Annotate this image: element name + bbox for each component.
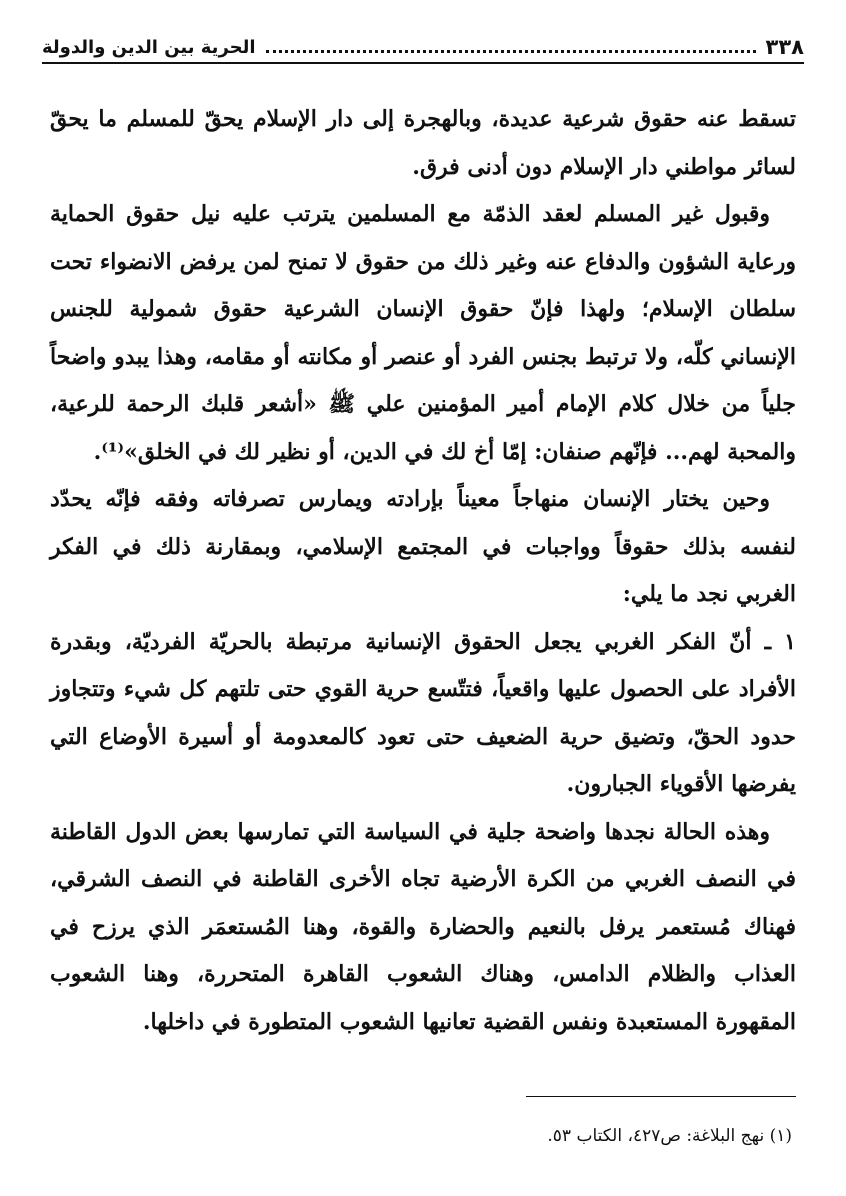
paragraph-3: وحين يختار الإنسان منهاجاً معيناً بإرادته ويمارس تصرفاته وفقه فإنّه يحدّد لنفسه بذلك حقوقاً وواجبات في المجتمع الإسلامي، وبمقارنة ذلك في الفكر الغربي نجد ما يلي: <box>50 486 796 607</box>
footnote: (١) نهج البلاغة: ص٤٢٧، الكتاب ٥٣. <box>547 1126 792 1146</box>
paragraph-4-numbered-point: ١ ـ أنّ الفكر الغربي يجعل الحقوق الإنسانية مرتبطة بالحريّة الفرديّة، وبقدرة الأفراد على الحصول عليها واقعياً، فتتّسع حرية القوي حتى تلتهم كل شيء وتتجاوز حدود الحقّ، وتضيق حرية الضعيف حتى تعود كالمعدومة أو أسيرة الأوضاع التي يفرضها الأقوياء الجبارون. <box>50 628 796 797</box>
page-header <box>42 28 804 64</box>
page-number: ٣٣٨ <box>765 35 804 59</box>
running-title: الحرية بين الدين والدولة <box>42 37 256 58</box>
paragraph-1: تسقط عنه حقوق شرعية عديدة، وبالهجرة إلى دار الإسلام يحقّ للمسلم ما يحقّ لسائر مواطني دار الإسلام دون أدنى فرق. <box>50 106 796 180</box>
paragraph-2: وقبول غير المسلم لعقد الذمّة مع المسلمين يترتب عليه نيل حقوق الحماية ورعاية الشؤون والدفاع عنه وغير ذلك من حقوق لا تمنح لمن يرفض الانضواء تحت سلطان الإسلام؛ ولهذا فإنّ حقوق الإنسان الشرعية حقوق شمولية للجنس الإنساني كلّه، ولا ترتبط بجنس الفرد أو عنصر أو مكانته أو مقامه، وهذا يبدو واضحاً جلياً من خلال كلام الإمام أمير المؤمنين علي ﷺ «أشعر قلبك الرحمة للرعية، والمحبة لهم... فإنّهم صنفان: إمّا أخ لك في الدين، أو نظير لك في الخلق»⁽¹⁾. <box>50 201 796 465</box>
paragraph-5: وهذه الحالة نجدها واضحة جلية في السياسة التي تمارسها بعض الدول القاطنة في النصف الغربي من الكرة الأرضية تجاه الأخرى القاطنة في النصف الشرقي، فهناك مُستعمر يرفل بالنعيم والحضارة والقوة، وهنا المُستعمَر الذي يرزح في العذاب والظلام الدامس، وهناك الشعوب القاهرة المتحررة، وهنا الشعوب المقهورة المستعبدة ونفس القضية تعانيها الشعوب المتطورة في داخلها. <box>50 818 796 1035</box>
footnote-separator <box>526 1096 796 1097</box>
header-leader-dots <box>266 50 756 53</box>
body-text <box>50 96 796 1046</box>
